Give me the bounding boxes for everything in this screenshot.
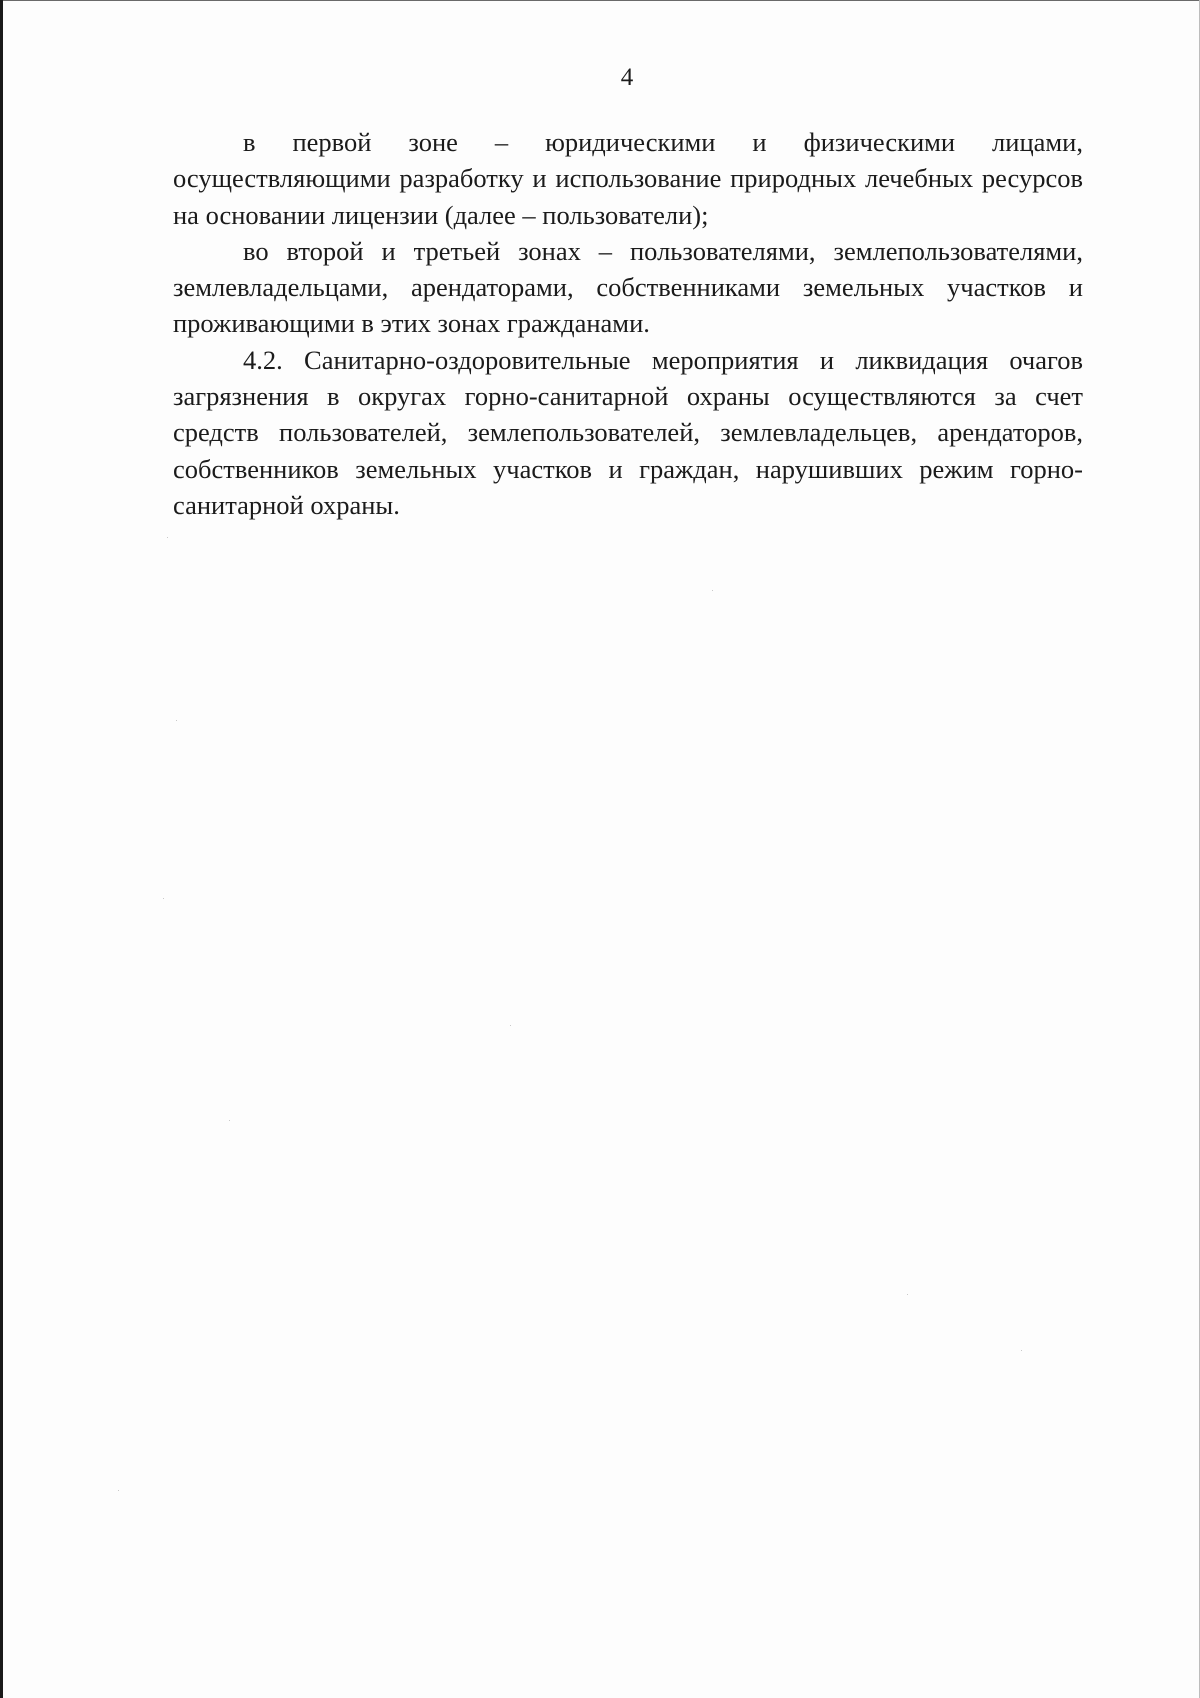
paragraph-4-2: 4.2. Санитарно-оздоровительные мероприятия и ликвидация очагов загрязнения в округах горно-санитарной охраны осуществляются за счет средств пользователей, землепользователей, землевладельцев, арендаторов, собственников земельных участков и граждан, нарушивших режим горно-санитарной охраны.	[173, 344, 1083, 520]
scan-speck	[163, 898, 164, 899]
document-body	[173, 124, 1083, 523]
paragraph-second-third-zones: во второй и третьей зонах – пользователями, землепользователями, землевладельцами, арендаторами, собственниками земельных участков и проживающими в этих зонах гражданами.	[173, 235, 1083, 339]
paragraph-first-zone: в первой зоне – юридическими и физическими лицами, осуществляющими разработку и использование природных лечебных ресурсов на основании лицензии (далее – пользователи);	[173, 127, 1083, 230]
scan-speck	[1021, 1350, 1022, 1351]
page-number: 4	[620, 64, 634, 91]
scan-speck	[118, 1490, 119, 1491]
scan-speck	[510, 1025, 511, 1026]
scan-speck	[907, 1294, 908, 1295]
scan-speck	[167, 537, 168, 538]
scan-speck	[176, 720, 177, 721]
scan-speck	[229, 1120, 230, 1121]
scan-edge-top	[0, 0, 1200, 1]
scan-edge-left	[0, 0, 3, 1698]
scan-speck	[712, 590, 713, 591]
